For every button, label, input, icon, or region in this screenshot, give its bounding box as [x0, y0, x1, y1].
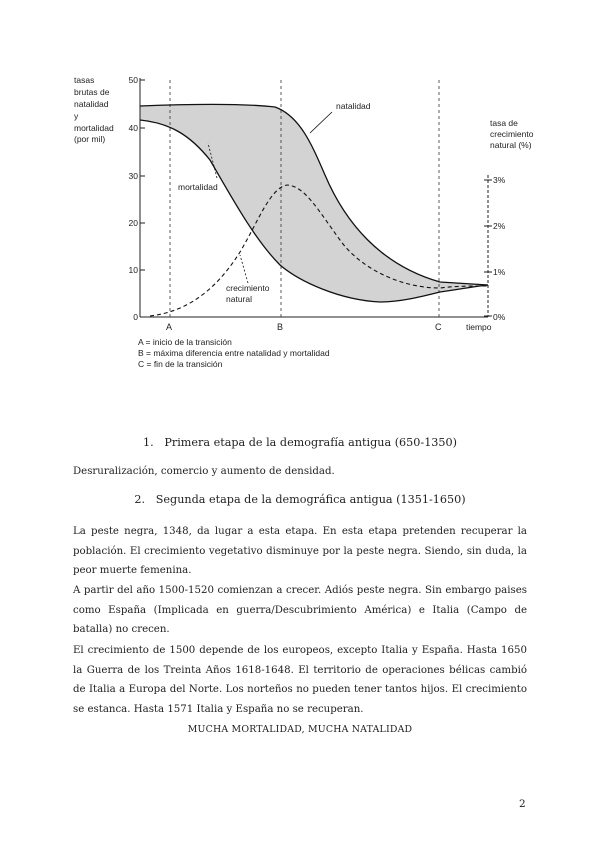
- demographic-transition-figure: [0, 0, 600, 380]
- x-axis-label: tiempo: [466, 322, 492, 332]
- section-2-heading: [0, 493, 600, 506]
- page-number: 2: [519, 798, 526, 810]
- crecimiento-leader: [240, 255, 248, 283]
- svg-text:50: 50: [128, 75, 138, 85]
- figure-legend: [138, 337, 330, 369]
- y-tick-labels-left: [129, 75, 139, 322]
- y-tick-labels-right: [493, 175, 506, 322]
- svg-text:3%: 3%: [493, 175, 506, 185]
- svg-text:C: C: [435, 322, 442, 332]
- natalidad-label: natalidad: [336, 101, 371, 111]
- svg-text:40: 40: [128, 123, 138, 133]
- section-2-paragraph-2: A partir del año 1500-1520 comienzan a crecer. Adiós peste negra. Sin embargo paises como España (Implicada en guerra/Descubrimiento América) e Italia (Campo de batalla) no crecen.: [73, 585, 527, 635]
- section-2-title: Segunda etapa de la demográfica antigua (1351-1650): [155, 493, 466, 506]
- svg-text:1%: 1%: [493, 267, 506, 277]
- svg-text:2%: 2%: [493, 221, 506, 231]
- section-2-paragraph-3: El crecimiento de 1500 depende de los europeos, excepto Italia y España. Hasta 1650 la Guerra de los Treinta Años 1618-1648. El territorio de operaciones bélicas cambió de Italia a Europa del Norte. Los norteños no pueden tener tantos hijos. El crecimiento se estanca. Hasta 1571 Italia y España no se recuperan.: [73, 645, 527, 715]
- svg-text:10: 10: [128, 265, 138, 275]
- right-axis-title: tasa de crecimiento natural (%): [490, 118, 534, 150]
- svg-text:C = fin de la transición: C = fin de la transición: [138, 359, 223, 369]
- section-1-heading: [0, 436, 600, 449]
- mortalidad-label: mortalidad: [178, 182, 218, 192]
- svg-text:B: B: [277, 322, 284, 332]
- svg-text:0: 0: [133, 312, 138, 322]
- section-1-number: 1.: [142, 436, 154, 449]
- closing-statement: MUCHA MORTALIDAD, MUCHA NATALIDAD: [187, 724, 413, 735]
- svg-text:0%: 0%: [493, 312, 506, 322]
- svg-text:B = máxima diferencia entre na: B = máxima diferencia entre natalidad y mortalidad: [138, 348, 330, 358]
- y-axis-title: tasas brutas de natalidad y mortalidad (por mil): [74, 75, 114, 144]
- x-marker-labels: [166, 322, 442, 332]
- svg-text:20: 20: [128, 218, 138, 228]
- section-1-title: Primera etapa de la demografía antigua (650-1350): [164, 436, 458, 449]
- svg-text:A: A: [166, 322, 173, 332]
- crecimiento-label: crecimiento natural: [226, 283, 270, 304]
- natalidad-leader: [310, 112, 332, 133]
- section-2-paragraph-1: La peste negra, 1348, da lugar a esta etapa. En esta etapa pretenden recuperar la población. El crecimiento vegetativo disminuye por la peste negra. Siendo, sin duda, la peor muerte femenina.: [73, 526, 527, 576]
- natural-growth-shaded-area: [140, 104, 488, 302]
- section-1-paragraph: Desruralización, comercio y aumento de densidad.: [73, 466, 335, 477]
- svg-text:A = inicio de la transición: A = inicio de la transición: [138, 337, 232, 347]
- svg-text:30: 30: [128, 171, 138, 181]
- section-2-number: 2.: [134, 493, 146, 506]
